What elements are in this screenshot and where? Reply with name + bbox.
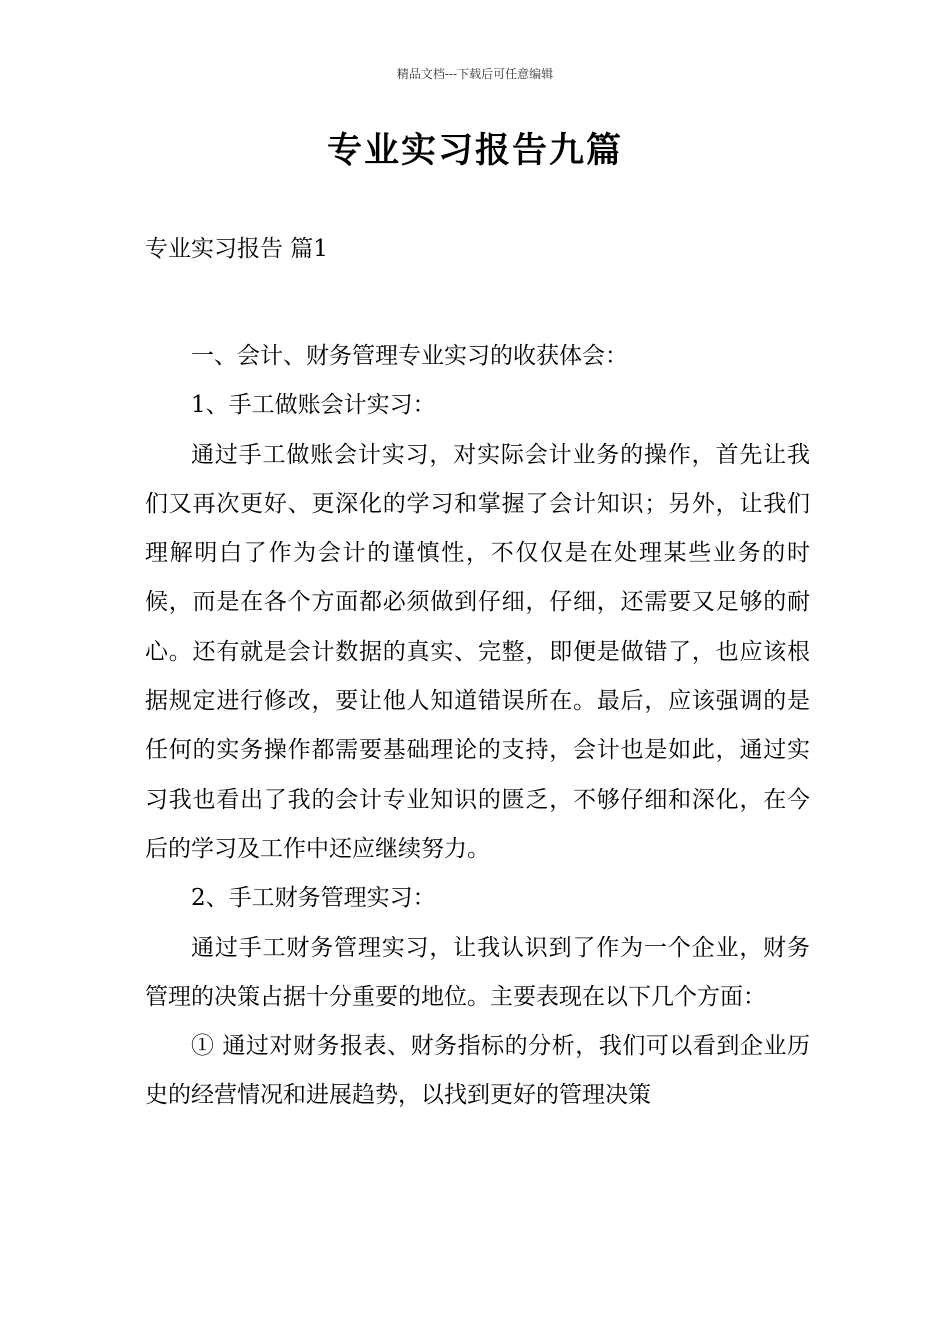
section-heading: 专业实习报告 篇1 bbox=[145, 236, 328, 262]
document-body bbox=[145, 332, 810, 1121]
paragraph: 通过手工财务管理实习，让我认识到了作为一个企业，财务管理的决策占据十分重要的地位。主要表现在以下几个方面： bbox=[145, 934, 810, 1010]
paragraph-heading: 一、会计、财务管理专业实习的收获体会： bbox=[191, 343, 628, 369]
paragraph-subheading: 1、手工做账会计实习： bbox=[191, 392, 436, 419]
page-watermark: 精品文档---下载后可任意编辑 bbox=[396, 67, 554, 81]
document-title: 专业实习报告九篇 bbox=[326, 131, 623, 171]
paragraph-subheading: 2、手工财务管理实习： bbox=[191, 885, 436, 912]
paragraph: 通过手工做账会计实习，对实际会计业务的操作，首先让我们又再次更好、更深化的学习和掌握了会计知识；另外，让我们理解明白了作为会计的谨慎性，不仅仅是在处理某些业务的时候，而是在各个方面都必须做到仔细，仔细，还需要又足够的耐心。还有就是会计数据的真实、完整，即便是做错了，也应该根据规定进行修改，要让他人知道错误所在。最后，应该强调的是任何的实务操作都需要基础理论的支持，会计也是如此，通过实习我也看出了我的会计专业知识的匮乏，不够仔细和深化，在今后的学习及工作中还应继续努力。 bbox=[145, 441, 810, 862]
paragraph: ① 通过对财务报表、财务指标的分析，我们可以看到企业历史的经营情况和进展趋势，以找到更好的管理决策 bbox=[145, 1033, 810, 1109]
